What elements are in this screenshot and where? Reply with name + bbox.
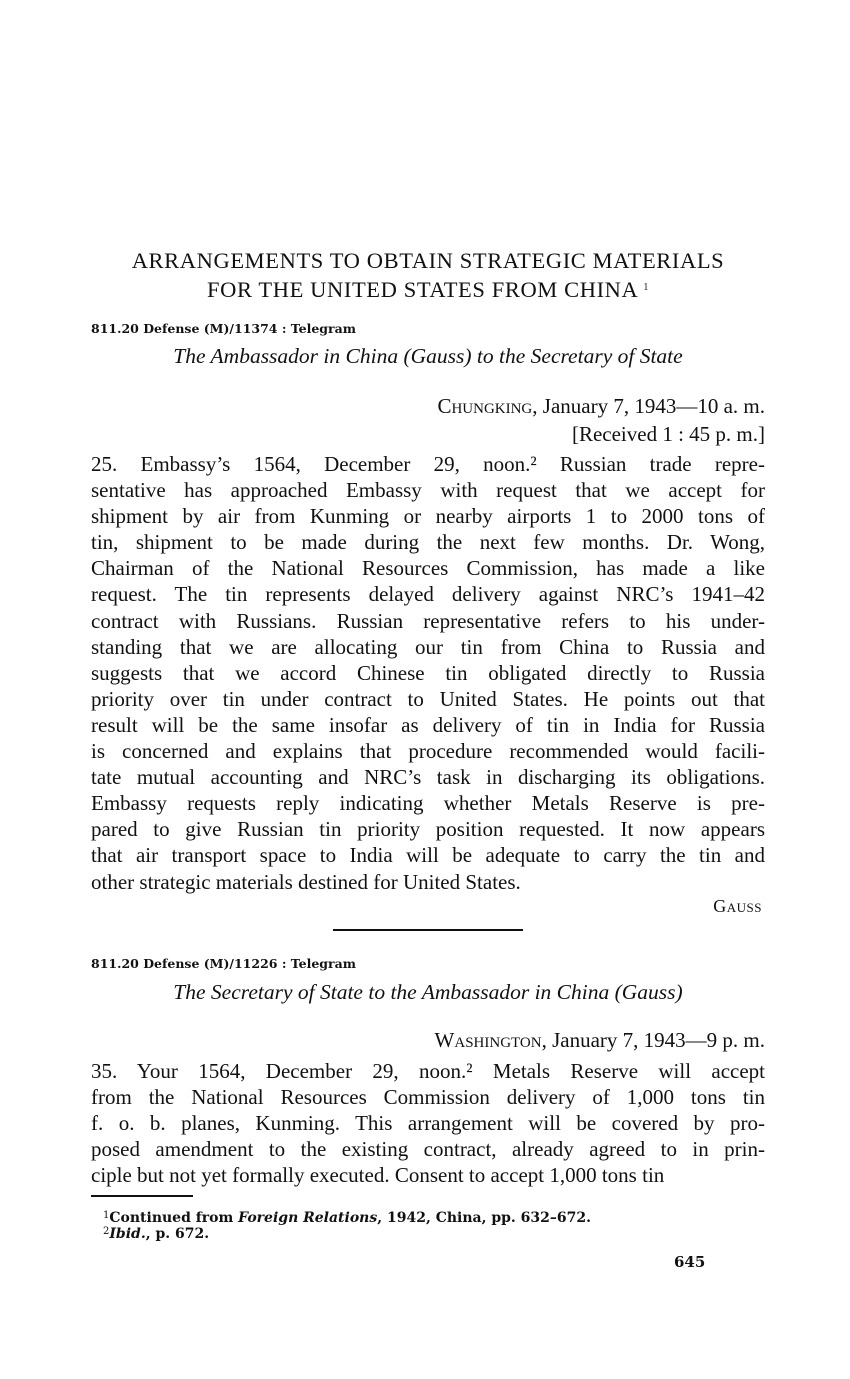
dateline-1 [437, 394, 765, 419]
document-heading-2: The Secretary of State to the Ambassador in China (Gauss) [173, 980, 683, 1004]
section-divider [333, 929, 523, 931]
telegram-1-body-line: Embassy requests reply indicating whether Metals Reserve is pre- [91, 791, 765, 816]
chapter-title-line-2 [91, 275, 765, 304]
file-reference-1: 811.20 Defense (M)/11374 : Telegram [91, 321, 356, 336]
telegram-1-body-line: that air transport space to India will be adequate to carry the tin and [91, 843, 765, 868]
document-heading-1: The Ambassador in China (Gauss) to the Secretary of State [173, 344, 683, 368]
chapter-title-line-1: ARRANGEMENTS TO OBTAIN STRATEGIC MATERIALS [131, 248, 725, 273]
telegram-1-body-line: contract with Russians. Russian representative refers to his under- [91, 608, 765, 633]
page-number: 645 [674, 1253, 706, 1271]
telegram-2-body-line: from the National Resources Commission delivery of 1,000 tons tin [91, 1085, 765, 1110]
telegram-1-body-line: sentative has approached Embassy with request that we accept for [91, 478, 765, 503]
telegram-2-body-line: ciple but not yet formally executed. Consent to accept 1,000 tons tin [91, 1163, 665, 1188]
telegram-1-body-line: result will be the same insofar as delivery of tin in India for Russia [91, 712, 765, 737]
dateline-place-2: Washington [434, 1028, 542, 1052]
footnote-2-marker: 2 [103, 1226, 110, 1237]
signature-1: Gauss [713, 896, 762, 916]
telegram-1-body-line: tate mutual accounting and NRC’s task in discharging its obligations. [91, 765, 765, 790]
telegram-body-2 [91, 1058, 765, 1188]
telegram-1-body-line: pared to give Russian tin priority position requested. It now appears [91, 817, 765, 842]
telegram-1-body-line: priority over tin under contract to United States. He points out that [91, 686, 765, 711]
dateline-place-1: Chungking [437, 394, 533, 418]
telegram-2-body-line: 35. Your 1564, December 29, noon.² Metals Reserve will accept [91, 1059, 765, 1083]
telegram-1-body-line: shipment by air from Kunming or nearby airports 1 to 2000 tons of [91, 504, 765, 529]
telegram-2-body-line: posed amendment to the existing contract, already agreed to in prin- [91, 1137, 765, 1162]
footnote-2-text: , p. 672. [145, 1226, 210, 1242]
telegram-1-body-line: request. The tin represents delayed delivery against NRC’s 1941–42 [91, 582, 765, 607]
telegram-body-1 [91, 451, 765, 895]
dateline-2 [435, 1028, 765, 1053]
telegram-1-body-line: is concerned and explains that procedure recommended would facili- [91, 739, 765, 764]
footnote-2 [103, 1226, 209, 1242]
footnote-1-text-b: , 1942, China, pp. 632–672. [377, 1210, 591, 1226]
footnote-1 [103, 1210, 591, 1226]
chapter-title [91, 246, 765, 304]
footnote-rule [91, 1195, 193, 1197]
telegram-1-body-line: other strategic materials destined for United States. [91, 869, 521, 894]
dateline-date-2: , January 7, 1943—9 p. m. [541, 1028, 765, 1052]
telegram-2-body-line: f. o. b. planes, Kunming. This arrangement will be covered by pro- [91, 1111, 765, 1136]
footnote-ref-1[interactable]: 1 [643, 282, 649, 293]
dateline-date-1: , January 7, 1943—10 a. m. [532, 394, 765, 418]
file-reference-2: 811.20 Defense (M)/11226 : Telegram [91, 956, 356, 971]
footnote-1-text-a: Continued from [109, 1210, 239, 1226]
telegram-1-body-line: standing that we are allocating our tin from China to Russia and [91, 634, 765, 659]
telegram-1-body-line: Chairman of the National Resources Commission, has made a like [91, 556, 765, 581]
telegram-1-body-line: 25. Embassy’s 1564, December 29, noon.² Russian trade repre- [91, 452, 765, 476]
footnote-2-italic: Ibid. [109, 1226, 146, 1242]
telegram-1-body-line: tin, shipment to be made during the next few months. Dr. Wong, [91, 530, 765, 555]
telegram-1-body-line: suggests that we accord Chinese tin obligated directly to Russia [91, 660, 765, 685]
footnote-1-italic: Foreign Relations [238, 1210, 378, 1226]
footnote-1-marker: 1 [103, 1210, 110, 1221]
received-line-1: [Received 1 : 45 p. m.] [571, 422, 765, 446]
chapter-title-line-2-text: FOR THE UNITED STATES FROM CHINA [207, 277, 638, 302]
